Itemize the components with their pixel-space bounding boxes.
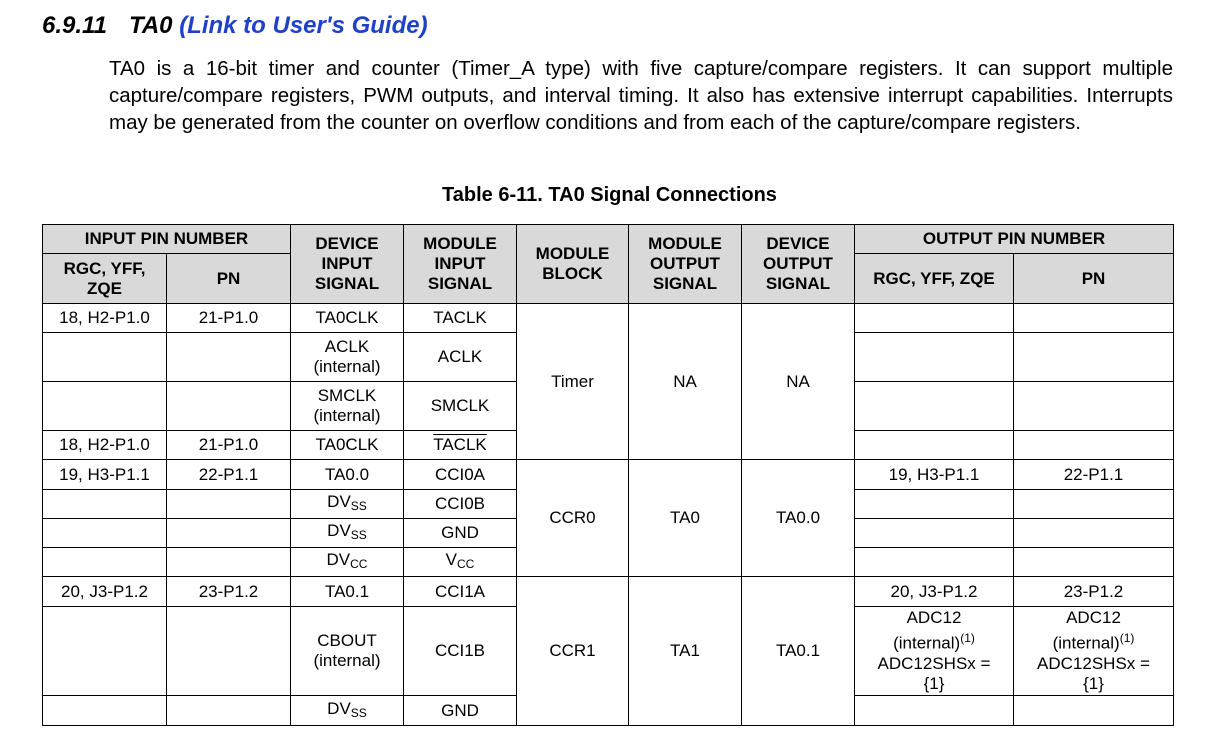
cell-device-input: $DV_{SS}$ (291, 696, 404, 726)
section-name: TA0 (128, 12, 173, 39)
cell-rgc (43, 519, 167, 548)
cell-rgc (43, 490, 167, 519)
cell-out-pn (1014, 333, 1174, 382)
table-row (43, 577, 1174, 607)
table-caption: Table 6-11. TA0 Signal Connections (442, 184, 777, 206)
description-paragraph: TA0 is a 16-bit timer and counter (Timer_A type) with five capture/compare registers. It can support multiple capture/compare registers, PWM outputs, and interval timing. It also has extensive interrupt capabilities. Interrupts may be generated from the counter on overflow conditions and from each of the capture/compare registers. (109, 57, 1173, 134)
cell-module-block: CCR0 (517, 460, 629, 577)
cell-module-input: ACLK (404, 333, 517, 382)
cell-module-input: GND (404, 519, 517, 548)
cell-rgc: 19, H3-P1.1 (43, 460, 167, 490)
cell-pn: 21-P1.0 (167, 304, 291, 333)
footnote-ref[interactable]: (1) (1119, 631, 1135, 646)
cell-out-rgc (855, 431, 1014, 460)
cell-device-output: NA (742, 304, 855, 460)
cell-out-rgc (855, 548, 1014, 577)
cell-out-pn (1014, 519, 1174, 548)
cell-module-output: TA0 (629, 460, 742, 577)
header-rgc-in: RGC, YFF, ZQE (43, 254, 167, 304)
cell-rgc (43, 548, 167, 577)
cell-out-rgc (855, 696, 1014, 726)
cell-device-input: TA0.0 (291, 460, 404, 490)
cell-out-pn (1014, 490, 1174, 519)
cell-module-block: CCR1 (517, 577, 629, 726)
cell-pn (167, 696, 291, 726)
cell-module-output: TA1 (629, 577, 742, 726)
header-pn-out: PN (1014, 254, 1174, 304)
cell-out-rgc (855, 304, 1014, 333)
cell-module-input: CCI1A (404, 577, 517, 607)
cell-pn: 23-P1.2 (167, 577, 291, 607)
cell-pn: 21-P1.0 (167, 431, 291, 460)
cell-pn (167, 490, 291, 519)
cell-device-output: TA0.1 (742, 577, 855, 726)
cell-out-rgc: 19, H3-P1.1 (855, 460, 1014, 490)
header-rgc-out: RGC, YFF, ZQE (855, 254, 1014, 304)
cell-module-input-inverted: TACLK (404, 431, 517, 460)
cell-out-pn (1014, 548, 1174, 577)
header-module-block: MODULE BLOCK (517, 225, 629, 304)
cell-module-input: CCI0A (404, 460, 517, 490)
cell-out-pn (1014, 696, 1174, 726)
header-device-input-signal: DEVICE INPUT SIGNAL (291, 225, 404, 304)
cell-out-rgc (855, 382, 1014, 431)
cell-pn (167, 333, 291, 382)
cell-rgc: 18, H2-P1.0 (43, 431, 167, 460)
cell-rgc (43, 607, 167, 696)
cell-module-input: TACLK (404, 304, 517, 333)
cell-device-input: $DV_{SS}$ (291, 519, 404, 548)
cell-device-input: $DV_{CC}$ (291, 548, 404, 577)
cell-device-input: SMCLK (internal) (291, 382, 404, 431)
cell-device-input: TA0CLK (291, 431, 404, 460)
cell-out-pn (1014, 382, 1174, 431)
header-module-input-signal: MODULE INPUT SIGNAL (404, 225, 517, 304)
cell-out-pn (1014, 431, 1174, 460)
cell-out-pn: 23-P1.2 (1014, 577, 1174, 607)
cell-pn: 22-P1.1 (167, 460, 291, 490)
cell-device-input: TA0CLK (291, 304, 404, 333)
header-output-pin-number: OUTPUT PIN NUMBER (855, 225, 1174, 254)
cell-pn (167, 382, 291, 431)
header-module-output-signal: MODULE OUTPUT SIGNAL (629, 225, 742, 304)
cell-rgc: 18, H2-P1.0 (43, 304, 167, 333)
cell-module-input: $V_{CC}$ (404, 548, 517, 577)
cell-module-block: Timer (517, 304, 629, 460)
cell-device-input: CBOUT (internal) (291, 607, 404, 696)
footnote-ref[interactable]: (1) (960, 631, 975, 646)
cell-pn (167, 607, 291, 696)
cell-module-output: NA (629, 304, 742, 460)
cell-rgc (43, 382, 167, 431)
cell-pn (167, 548, 291, 577)
cell-module-input: CCI1B (404, 607, 517, 696)
header-pn-in: PN (167, 254, 291, 304)
cell-device-output: TA0.0 (742, 460, 855, 577)
cell-out-pn: ADC12 (internal)$^{(1)}$ ADC12SHSx = {1} (1014, 607, 1174, 696)
cell-device-input: ACLK (internal) (291, 333, 404, 382)
cell-device-input: $DV_{SS}$ (291, 490, 404, 519)
table-row (43, 304, 1174, 333)
cell-rgc: 20, J3-P1.2 (43, 577, 167, 607)
cell-out-pn (1014, 304, 1174, 333)
cell-pn (167, 519, 291, 548)
users-guide-link[interactable]: (Link to User's Guide) (179, 12, 428, 39)
cell-out-rgc (855, 490, 1014, 519)
cell-module-input: CCI0B (404, 490, 517, 519)
section-heading (42, 12, 428, 40)
cell-out-rgc: ADC12 (internal)$^{(1)}$ ADC12SHSx = {1} (855, 607, 1014, 696)
header-input-pin-number: INPUT PIN NUMBER (43, 225, 291, 254)
cell-module-input: GND (404, 696, 517, 726)
cell-out-pn: 22-P1.1 (1014, 460, 1174, 490)
cell-out-rgc: 20, J3-P1.2 (855, 577, 1014, 607)
header-device-output-signal: DEVICE OUTPUT SIGNAL (742, 225, 855, 304)
cell-out-rgc (855, 333, 1014, 382)
cell-rgc (43, 333, 167, 382)
table-row (43, 460, 1174, 490)
cell-module-input: SMCLK (404, 382, 517, 431)
cell-device-input: TA0.1 (291, 577, 404, 607)
signal-connections-table (42, 224, 1174, 726)
cell-out-rgc (855, 519, 1014, 548)
section-number: 6.9.11 (42, 12, 107, 39)
cell-rgc (43, 696, 167, 726)
